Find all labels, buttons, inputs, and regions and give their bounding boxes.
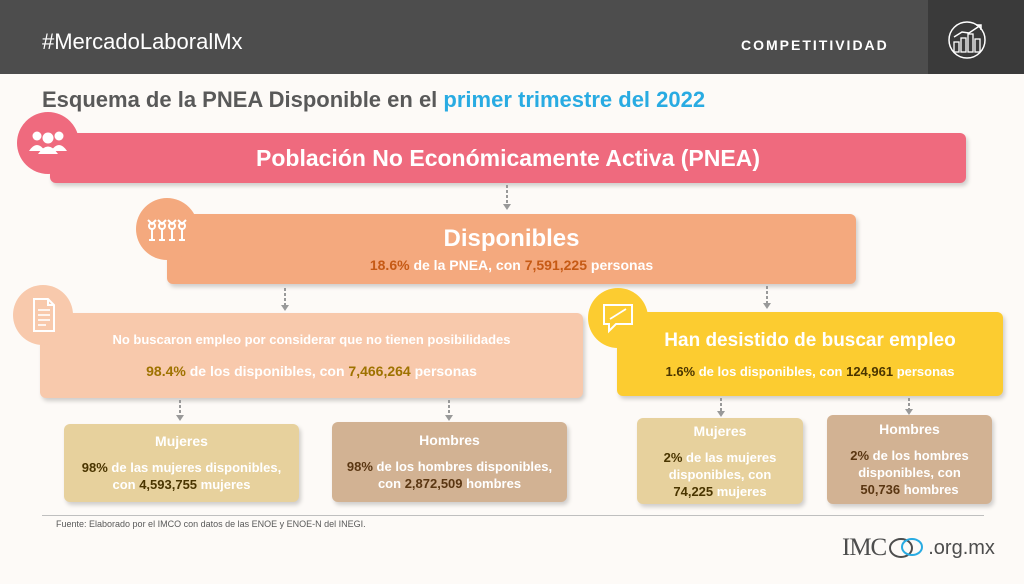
no-buscaron-hombres-pre: con	[377, 476, 405, 491]
desistido-mujeres-box	[637, 418, 803, 504]
arrow-desistido-hombres	[904, 398, 914, 416]
desistido-hombres-pct: 2%	[850, 448, 870, 463]
disponibles-box	[167, 214, 856, 284]
desistido-mujeres-value: 74,225	[673, 483, 714, 499]
brand-domain: .org.mx	[928, 536, 995, 559]
raised-hands-icon	[136, 198, 198, 260]
desistido-hombres-title: Hombres	[879, 421, 940, 437]
no-buscaron-hombres-title: Hombres	[419, 432, 480, 448]
desistido-mujeres-line3	[673, 483, 766, 500]
desistido-hombres-line3	[860, 481, 958, 498]
disponibles-value: 7,591,225	[524, 257, 587, 273]
desistido-icon-badge	[588, 288, 648, 348]
no-buscaron-value: 7,466,264	[348, 363, 411, 379]
footer-divider	[42, 515, 984, 516]
pnea-icon-badge	[17, 112, 79, 174]
chat-bubble-icon	[588, 288, 648, 348]
document-icon	[13, 285, 73, 345]
no-buscaron-title: No buscaron empleo por considerar que no tienen posibilidades	[112, 332, 511, 347]
desistido-text1: de los disponibles, con	[695, 363, 847, 379]
no-buscaron-icon-badge	[13, 285, 73, 345]
no-buscaron-summary	[146, 363, 477, 379]
desistido-hombres-value: 50,736	[860, 482, 901, 497]
no-buscaron-hombres-line1	[347, 458, 552, 475]
no-buscaron-text2: personas	[410, 363, 477, 379]
city-growth-icon	[945, 20, 989, 60]
no-buscaron-hombres-value: 2,872,509	[404, 476, 463, 491]
arrow-disponibles-nobuscaron	[280, 288, 290, 312]
no-buscaron-mujeres-post: mujeres	[197, 477, 251, 492]
brand	[842, 534, 995, 562]
no-buscaron-hombres-pct: 98%	[346, 459, 373, 474]
no-buscaron-pct: 98.4%	[146, 363, 186, 379]
arrow-nobuscaron-mujeres	[175, 400, 185, 422]
no-buscaron-box	[40, 313, 583, 398]
desistido-mujeres-line1	[664, 449, 777, 466]
desistido-box	[617, 312, 1003, 396]
no-buscaron-mujeres-box	[64, 424, 299, 502]
section-label: COMPETITIVIDAD	[741, 37, 889, 53]
arrow-nobuscaron-hombres	[444, 400, 454, 422]
desistido-mujeres-title: Mujeres	[693, 422, 747, 439]
people-group-icon	[17, 112, 79, 174]
desistido-title: Han desistido de buscar empleo	[664, 329, 956, 351]
no-buscaron-hombres-text1: de los hombres disponibles,	[372, 459, 553, 474]
no-buscaron-mujeres-pct: 98%	[81, 460, 108, 475]
disponibles-text2: personas	[587, 257, 654, 273]
arrow-desistido-mujeres	[716, 398, 726, 418]
desistido-pct: 1.6%	[665, 363, 696, 379]
desistido-summary	[665, 364, 954, 379]
hashtag: #MercadoLaboralMx	[42, 29, 243, 54]
disponibles-pct: 18.6%	[369, 257, 410, 273]
pnea-title: Población No Económicamente Activa (PNEA)	[256, 144, 760, 171]
disponibles-icon-badge	[136, 198, 198, 260]
page-title	[42, 87, 705, 113]
desistido-mujeres-pct: 2%	[663, 449, 683, 465]
no-buscaron-mujeres-title: Mujeres	[155, 433, 208, 449]
disponibles-summary	[370, 257, 653, 273]
desistido-hombres-box	[827, 415, 992, 504]
disponibles-text1: de la PNEA, con	[409, 257, 525, 273]
no-buscaron-mujeres-text1: de las mujeres disponibles,	[107, 460, 282, 475]
arrow-pnea-disponibles	[502, 185, 512, 211]
desistido-hombres-line1	[850, 447, 969, 464]
imco-logo-icon	[887, 536, 927, 560]
pnea-box	[50, 133, 966, 183]
desistido-hombres-line2: disponibles, con	[858, 465, 961, 480]
desistido-hombres-post: hombres	[900, 482, 959, 497]
title-main: Esquema de la PNEA Disponible en el	[42, 87, 444, 112]
no-buscaron-text1: de los disponibles, con	[185, 363, 349, 379]
no-buscaron-hombres-line2	[378, 475, 521, 492]
no-buscaron-mujeres-value: 4,593,755	[139, 477, 198, 492]
desistido-hombres-text1: de los hombres	[869, 448, 969, 463]
no-buscaron-mujeres-line1	[82, 459, 281, 476]
no-buscaron-hombres-post: hombres	[462, 476, 522, 491]
desistido-mujeres-line2: disponibles, con	[668, 466, 772, 482]
no-buscaron-mujeres-pre: con	[112, 477, 140, 492]
desistido-value: 124,961	[846, 363, 894, 379]
no-buscaron-mujeres-line2	[112, 476, 250, 493]
arrow-disponibles-desistido	[762, 286, 772, 310]
brand-mark: IMC	[842, 534, 887, 561]
desistido-mujeres-text1: de las mujeres	[682, 449, 777, 465]
title-highlight: primer trimestre del 2022	[443, 87, 706, 112]
source-note: Fuente: Elaborado por el IMCO con datos de las ENOE y ENOE-N del INEGI.	[56, 519, 366, 529]
no-buscaron-hombres-box	[332, 422, 567, 502]
desistido-mujeres-post: mujeres	[713, 483, 767, 499]
disponibles-title: Disponibles	[443, 225, 580, 252]
desistido-text2: personas	[893, 363, 955, 379]
